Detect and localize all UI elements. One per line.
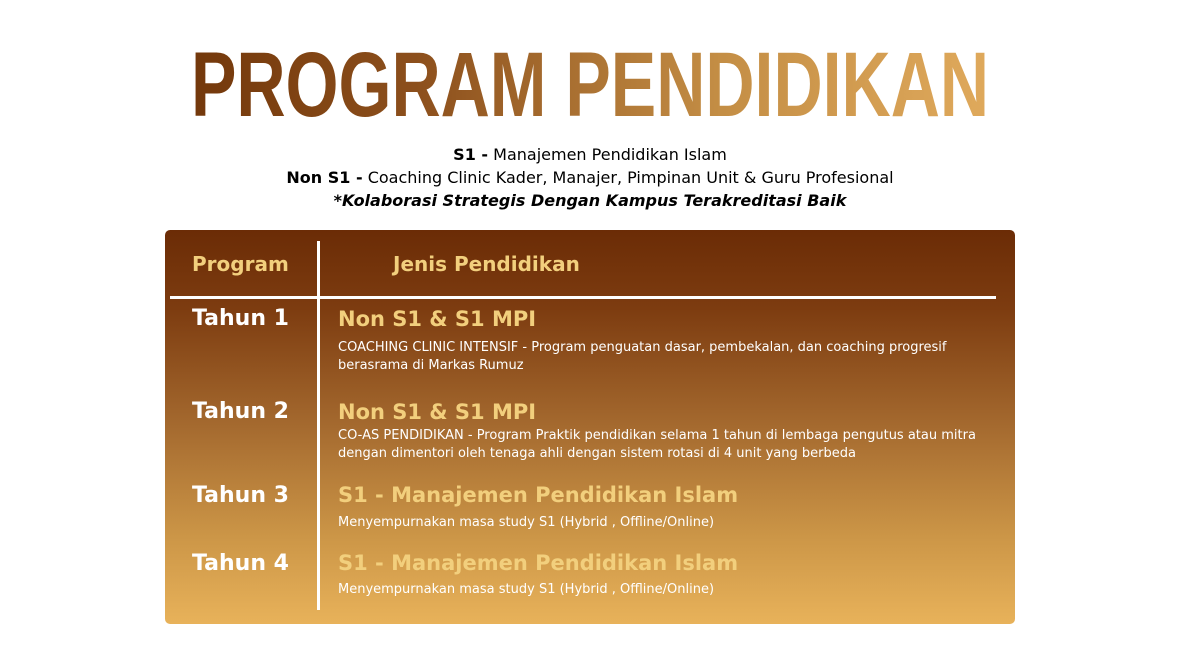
row-year-3: Tahun 3: [192, 483, 289, 508]
row-title-1: Non S1 & S1 MPI: [338, 307, 537, 331]
subtitle-s1-label: S1 -: [453, 145, 489, 164]
row-description-2: CO-AS PENDIDIKAN - Program Praktik pendidikan selama 1 tahun di lembaga pengutus atau mitra dengan dimentori oleh tenaga ahli dengan sistem rotasi di 4 unit yang berbeda: [338, 428, 976, 461]
header-jenis-pendidikan: Jenis Pendidikan: [393, 252, 580, 276]
row-year-4: Tahun 4: [192, 551, 289, 576]
row-description-1: COACHING CLINIC INTENSIF - Program penguatan dasar, pembekalan, dan coaching progresif berasrama di Markas Rumuz: [338, 340, 947, 373]
row-title-3: S1 - Manajemen Pendidikan Islam: [338, 483, 739, 507]
subtitle-note: *Kolaborasi Strategis Dengan Kampus Terakreditasi Baik: [333, 191, 847, 210]
row-description-4: Menyempurnakan masa study S1 (Hybrid , Offline/Online): [338, 582, 715, 597]
header-program: Program: [192, 252, 289, 276]
subtitle-non-s1-text: Coaching Clinic Kader, Manajer, Pimpinan Unit & Guru Profesional: [367, 168, 894, 187]
program-table: [165, 230, 1015, 624]
row-title-4: S1 - Manajemen Pendidikan Islam: [338, 551, 739, 575]
row-title-2: Non S1 & S1 MPI: [338, 400, 537, 424]
row-year-2: Tahun 2: [192, 399, 289, 424]
subtitle-non-s1: [0, 167, 1180, 189]
subtitle-non-s1-label: Non S1 -: [286, 168, 363, 187]
header-divider: [170, 296, 996, 299]
row-year-1: Tahun 1: [192, 306, 289, 331]
row-description-3: Menyempurnakan masa study S1 (Hybrid , Offline/Online): [338, 515, 715, 530]
subtitle-s1: [0, 144, 1180, 166]
subtitle-s1-text: Manajemen Pendidikan Islam: [493, 145, 727, 164]
page-title: PROGRAM PENDIDIKAN: [153, 30, 1026, 140]
